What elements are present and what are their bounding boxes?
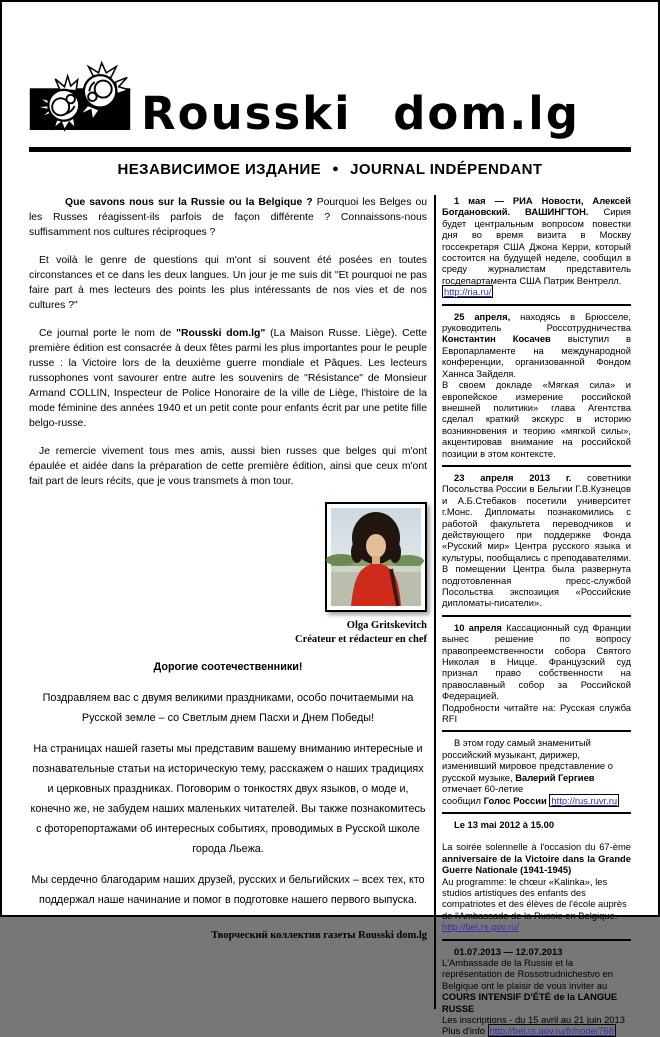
- editorial-paragraph: Je remercie vivement tous mes amis, aussi bien russes que belges qui m'ont épaulée et aidée dans la préparation de cette première édition, ainsi que ceux m'ont fait part de leurs récits, que je vous transmets à mon tour.: [29, 446, 427, 487]
- editorial-column: [29, 195, 427, 1037]
- news-link[interactable]: http://bel.rs.gov.ru/: [442, 921, 519, 933]
- editor-photo-figure: [29, 502, 427, 647]
- news-paragraph: [442, 702, 631, 725]
- editorial-paragraph: [29, 195, 427, 240]
- editorial-lead-question: Que savons nous sur la Russie ou la Belgique ?: [65, 197, 313, 208]
- two-owls-logo-icon: [29, 52, 131, 140]
- editorial-text: Pourquoi les Belges ou les Russes réagissent-ils parfois de façon différente ? Connaissons-nous suffisamment nos cultures réciproques ?: [29, 197, 427, 238]
- news-link[interactable]: http://ria.ru/: [444, 286, 492, 298]
- news-paragraph: [442, 195, 631, 286]
- tagline-russian: НЕЗАВИСИМОЕ ИЗДАНИЕ: [117, 161, 322, 178]
- editor-portrait-image: [331, 508, 421, 606]
- greeting-paragraph: На страницах нашей газеты мы представим вашему вниманию интересные и познавательные статьи на историческую тему, расскажем о наших традициях и церковных праздниках. Поговорим о тонкостях двух языков, о моде и, конечно же, не забудем наших маленьких читателей. Вы также познакомитесь с фоторепортажами об интересных событиях, проводимых в Русской школе города Льежа.: [30, 743, 426, 855]
- news-paragraph: [442, 286, 631, 297]
- news-text: Plus d'info: [442, 1025, 488, 1037]
- news-text: Les inscriptions - du 15 avril au 21 juin 2013: [442, 1014, 625, 1025]
- news-bold-text: Голос России: [483, 794, 550, 806]
- news-paragraph: [442, 379, 631, 459]
- content-columns: [2, 195, 658, 1037]
- news-text: находясь в Брюсселе, руководитель Россотрудничества: [442, 310, 631, 334]
- news-item: [442, 615, 631, 725]
- news-link[interactable]: http://bel.rs.gov.ru/fr/node/768: [489, 1025, 614, 1037]
- news-item: [442, 812, 631, 933]
- tagline: [29, 161, 631, 178]
- news-bold-text: Константин Косачев: [442, 333, 551, 345]
- editor-photo: [325, 502, 427, 612]
- editorial-paragraph: [29, 326, 427, 431]
- news-item: [442, 730, 631, 805]
- news-bold-text: 23 апреля 2013 г.: [454, 471, 572, 483]
- greeting-heading: Дорогие соотечественники!: [153, 661, 303, 673]
- news-column: [442, 195, 631, 1037]
- masthead: [2, 2, 658, 178]
- news-text: La soirée solennelle à l'occasion du 67-ème: [442, 841, 631, 853]
- photo-caption: [295, 619, 427, 647]
- news-item: [442, 465, 631, 609]
- greeting-paragraph: Поздравляем вас с двумя великими праздниками, особо почитаемыми на Русской земле – со Светлым днем Пасхи и Днем Победы!: [42, 692, 414, 724]
- news-paragraph: [442, 841, 631, 875]
- news-paragraph: [442, 946, 631, 957]
- photo-caption-name: Olga Gritskevitch: [346, 620, 427, 631]
- photo-caption-role: Créateur et rédacteur en chef: [295, 634, 427, 645]
- news-paragraph: [442, 472, 631, 609]
- editorial-text: Ce journal porte le nom de: [39, 328, 177, 339]
- news-paragraph: [442, 876, 631, 922]
- news-paragraph: [442, 795, 631, 806]
- news-bold-text: Валерий Гергиев: [515, 771, 595, 783]
- news-text: В этом году самый знаменитый российский музыкант, дирижер, изменивший мировое представление о русской музыке,: [442, 737, 613, 783]
- news-text: отмечает 60-летие: [442, 783, 524, 795]
- news-bold-text: Le 13 mai 2012 à 15.00: [454, 818, 555, 830]
- page-title: Rousski dom.lg: [141, 87, 580, 140]
- column-divider: [434, 195, 436, 1009]
- news-paragraph: [442, 1025, 631, 1036]
- news-paragraph: [442, 991, 631, 1014]
- news-paragraph: [442, 819, 631, 830]
- news-link[interactable]: http://rus.ruvr.ru: [551, 794, 618, 806]
- news-bold-text: COURS INTENSIF D'ÉTÉ de la LANGUE RUSSE: [442, 991, 618, 1014]
- tagline-french: JOURNAL INDÉPENDANT: [350, 161, 543, 178]
- news-bold-text: 1 мая — РИА Новости, Алексей Богдановский. ВАШИНГТОН.: [442, 195, 631, 218]
- news-text: выступил в Европарламенте на международной конференции, организованной Фондом Ханнса Зайделя.: [442, 333, 632, 379]
- news-text: Сирия будет центральным вопросом повестки дня во время визита в Москву госсекретаря США Джона Керри, который состоится на будущей неделе, сообщил в среду журналистам представитель госдепартамента США Патрик Вентрелл.: [442, 206, 632, 286]
- greeting-paragraph: Мы сердечно благодарим наших друзей, русских и бельгийских – всех тех, кто поддержал наше начинание и помог в подготовке нашего первого выпуска.: [31, 874, 425, 906]
- news-text: L'Ambassade de la Russie et la représentation de Rossotrudnichestvo en Belgique ont le plaisir de vous inviter au: [442, 956, 613, 991]
- news-text: сообщил: [442, 794, 484, 806]
- news-bold-text: 10 апреля: [454, 621, 502, 633]
- news-item: [442, 939, 631, 1037]
- editorial-paragraph: Et voilà le genre de questions qui m'ont si souvent été posées en toutes circonstances et ce dans les deux langues. Un jour je me suis dit "Et pourquoi ne pas faire part à mes lecteurs des points les plus intéressants de nos vies et de nos cultures ?": [29, 255, 427, 311]
- news-paragraph: [442, 622, 631, 702]
- news-item: [442, 195, 631, 298]
- bullet-separator-icon: ●: [332, 163, 340, 175]
- news-bold-text: 25 апреля,: [454, 310, 511, 322]
- greeting-section: [29, 657, 427, 946]
- news-text: Au programme: le chœur «Kalinka», les studios artistiques des enfants des compatriotes et des élèves de l'école auprès de l'Ambassade de la Russie en Belgique.: [442, 875, 627, 921]
- logo-row: [29, 52, 631, 140]
- news-paragraph: [442, 737, 631, 794]
- news-bold-text: 01.07.2013 — 12.07.2013: [454, 945, 563, 957]
- news-paragraph: [442, 957, 631, 991]
- news-text: советники Посольства России в Бельгии Г.В.Кузнецов и А.Б.Стебаков посетили университет г.Монс. Дипломаты познакомились с работой факультета переводчиков и действующего при поддержке Фонда «Русский мир» Центра русского языка и культуры, пообщались с преподавателями. В помещении Центра была развернута подготовленная пресс-службой Посольства экспозиция «Российские дипломаты-писатели».: [442, 471, 631, 609]
- journal-name: "Rousski dom.lg": [176, 328, 266, 339]
- signature: Творческий коллектив газеты Rousski dom.lg: [211, 930, 427, 941]
- news-text: В своем докладе «Мягкая сила» и европейское измерение российской внешней политики» глава Агентства сделал краткий экскурс в историю возникновения и теорию «мягкой силы», акцентировав внимание на российской позиции в этом контексте.: [442, 379, 631, 459]
- masthead-rule: [29, 147, 631, 152]
- news-text: Кассационный суд Франции вынес решение по вопросу правопреемственности собора Святого Николая в Ницце. Французский суд признал право собственности на православный собор за Российской Федерацией.: [442, 621, 631, 702]
- news-bold-text: anniversaire de la Victoire dans la Grande Guerre Nationale (1941-1945): [442, 852, 631, 876]
- news-text: Подробности читайте на: Русская служба RFI: [442, 701, 631, 725]
- news-paragraph: [442, 921, 631, 932]
- editorial-text: (La Maison Russe. Liège). Cette première édition est consacrée à deux fêtes parmi les plus importantes pour le peuple russe : la Victoire lors de la deuxième guerre mondiale et Pâques. Les lecteurs russophones vont savourer entre autre les souvenirs de "Résistance" de Monsieur Armand COLLIN, Inspecteur de Police Honoraire de la ville de Liège, l'histoire de la mode féminine des années 1940 et un petit conte pour enfants écrit par une petite fille belgo-russe.: [29, 328, 427, 429]
- news-item: [442, 304, 631, 459]
- news-paragraph: [442, 311, 631, 379]
